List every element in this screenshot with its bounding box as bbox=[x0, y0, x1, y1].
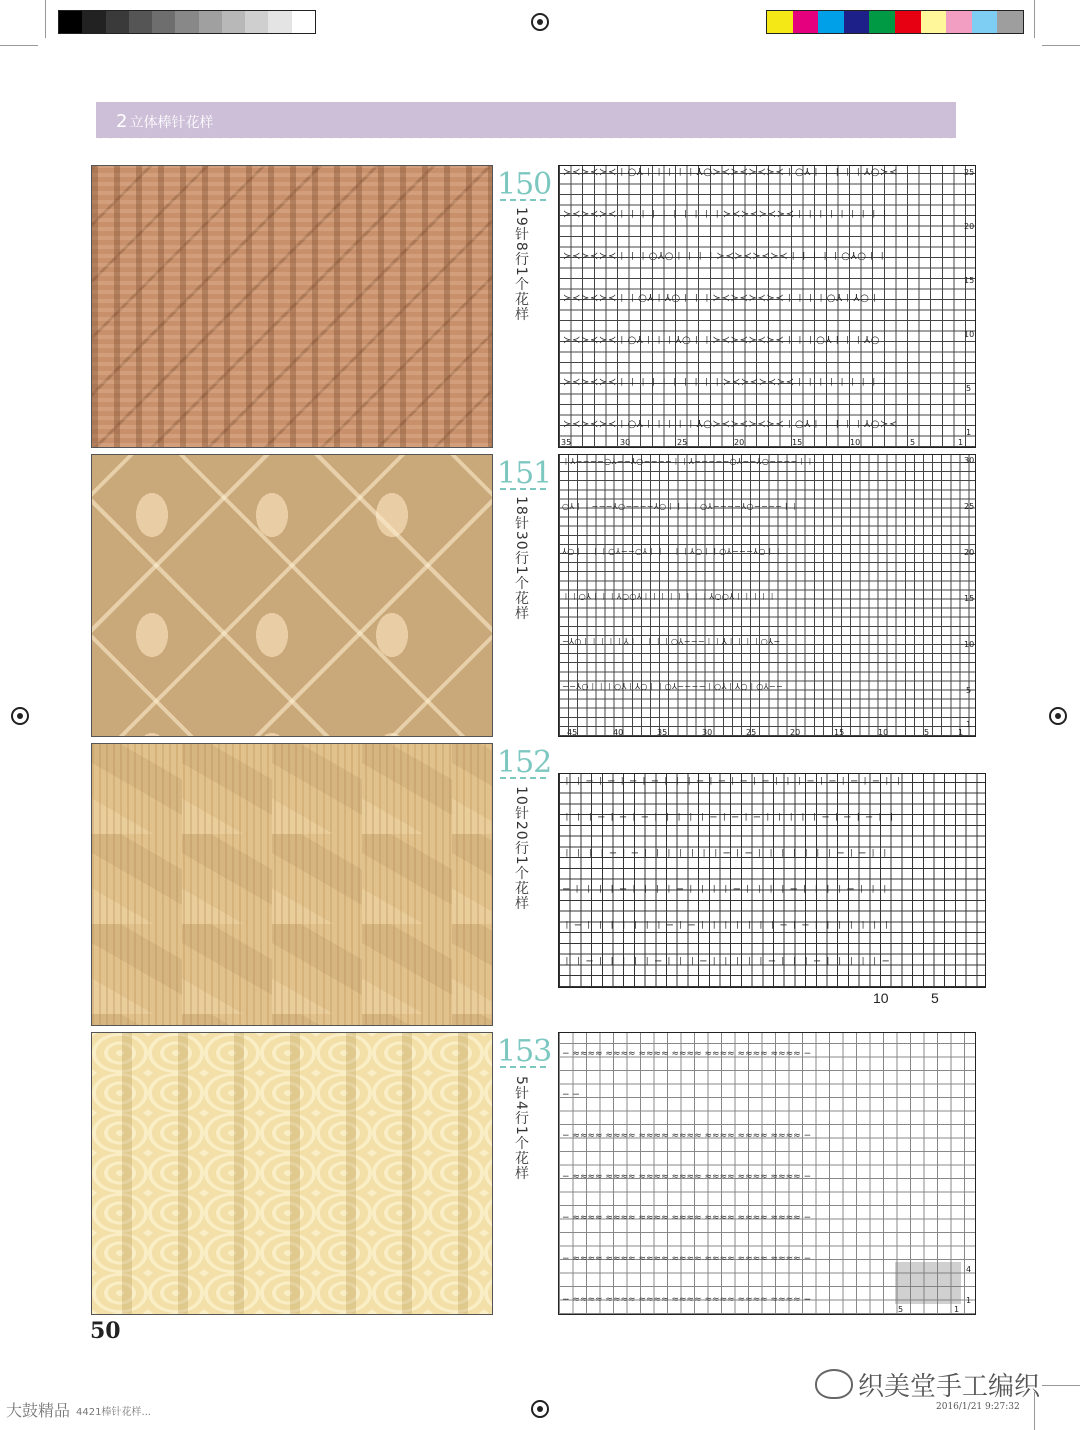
registration-mark-top-icon bbox=[531, 13, 549, 31]
color-swatch bbox=[869, 11, 895, 33]
pattern-description: 19针8行1个花样 bbox=[513, 207, 529, 322]
color-swatch bbox=[972, 11, 998, 33]
axis-label: 30 bbox=[964, 456, 975, 465]
crop-mark bbox=[0, 45, 38, 46]
page-number: 50 bbox=[90, 1318, 121, 1344]
chart-row: 丨丨丨−丨−丨−丨丨丨丨丨−丨−丨−丨丨丨丨丨−丨−丨−丨丨 bbox=[562, 813, 899, 823]
axis-label: 1 bbox=[966, 428, 972, 437]
section-header-band bbox=[96, 102, 956, 138]
header-scallop-edge bbox=[96, 134, 956, 142]
publisher-mark: 大鼓精品 bbox=[6, 1401, 71, 1420]
axis-label: 15 bbox=[964, 276, 975, 285]
chart-row: ⅄○丨丨丨丨○⅄−−○⅄丨丨丨丨丨⅄○丨丨○⅄−−−⅄○丨丨 bbox=[562, 548, 783, 556]
chart-row: 丨−丨丨丨丨丨丨丨−丨−丨丨丨丨丨丨丨−丨−丨丨丨丨丨丨丨 bbox=[562, 921, 894, 931]
axis-label: 5 bbox=[966, 384, 972, 393]
chart-row: − ≈≈≈≈ ≈≈≈≈ ≈≈≈≈ ≈≈≈≈ ≈≈≈≈ ≈≈≈≈ ≈≈≈≈ − bbox=[562, 1255, 812, 1264]
repeat-highlight bbox=[895, 1262, 961, 1304]
swatch-photo-153 bbox=[91, 1032, 493, 1315]
chart-row: 丨丨丨丨−丨−丨丨丨丨丨丨丨−丨−丨丨丨丨丨丨丨−丨−丨丨 bbox=[562, 849, 892, 859]
crop-mark bbox=[1042, 45, 1080, 46]
watermark-text: 织美堂手工编织 bbox=[858, 1372, 1041, 1402]
chart-row: − ≈≈≈≈ ≈≈≈≈ ≈≈≈≈ ≈≈≈≈ ≈≈≈≈ ≈≈≈≈ ≈≈≈≈ − bbox=[562, 1214, 812, 1223]
chart-row: ≻≺≻≺≻≺丨丨丨丨丨丨丨丨丨丨≻≺≻≺≻≺≻≺丨丨丨丨丨丨丨丨丨 bbox=[563, 378, 891, 388]
chart-151 bbox=[558, 454, 976, 737]
color-swatch bbox=[175, 11, 198, 33]
pattern-number: 153 bbox=[497, 1034, 552, 1069]
registration-mark-bottom-icon bbox=[531, 1400, 549, 1418]
pattern-description: 10针20行1个花样 bbox=[513, 786, 529, 911]
print-timestamp: 2016/1/21 9:27:32 bbox=[936, 1402, 1020, 1412]
swatch-photo-150 bbox=[91, 165, 493, 448]
section-number: 2 bbox=[116, 111, 128, 132]
color-swatch bbox=[152, 11, 175, 33]
chart-row: ○⅄丨丨−−−⅄○−−−−⅄○丨丨丨丨○⅄−−−−⅄○−−−−丨丨 bbox=[562, 503, 800, 511]
axis-label: 15 bbox=[834, 728, 845, 737]
axis-label: 20 bbox=[964, 548, 975, 557]
color-swatch bbox=[946, 11, 972, 33]
pattern-number: 152 bbox=[497, 745, 552, 780]
axis-label: 10 bbox=[964, 330, 975, 339]
axis-label: 10 bbox=[964, 640, 975, 649]
color-swatch bbox=[82, 11, 105, 33]
axis-label: 5 bbox=[898, 1305, 904, 1314]
color-swatch bbox=[767, 11, 793, 33]
registration-mark-right-icon bbox=[1049, 707, 1067, 725]
chart-row: ≻≺≻≺≻≺丨丨丨丨丨丨丨丨丨丨≻≺≻≺≻≺≻≺丨丨丨丨丨丨丨丨丨 bbox=[563, 210, 891, 220]
chart-row: ≻≺≻≺≻≺丨丨○⅄丨⅄○丨丨丨≻≺≻≺≻≺≻≺丨丨丨丨○⅄丨⅄○丨 bbox=[563, 294, 881, 304]
axis-label: 1 bbox=[954, 1305, 960, 1314]
chart-152 bbox=[558, 773, 986, 988]
chart-row: 丨丨○⅄丨丨丨⅄○○⅄丨丨丨丨丨丨丨丨⅄○○⅄丨丨丨丨丨 bbox=[562, 593, 777, 601]
axis-label: 5 bbox=[931, 990, 939, 1006]
color-swatch bbox=[222, 11, 245, 33]
chart-row: − ≈≈≈≈ ≈≈≈≈ ≈≈≈≈ ≈≈≈≈ ≈≈≈≈ ≈≈≈≈ ≈≈≈≈ − bbox=[562, 1173, 812, 1182]
axis-label: 25 bbox=[746, 728, 757, 737]
section-header bbox=[116, 111, 213, 132]
pattern-number-underline bbox=[500, 777, 546, 779]
color-swatch bbox=[844, 11, 870, 33]
crop-mark bbox=[1042, 1385, 1080, 1386]
color-swatch bbox=[245, 11, 268, 33]
chart-row: ≻≺≻≺≻≺丨○⅄丨丨丨⅄○丨丨≻≺≻≺≻≺≻≺丨丨丨○⅄丨丨丨⅄○ bbox=[563, 336, 881, 346]
axis-label: 35 bbox=[657, 728, 668, 737]
color-swatch bbox=[921, 11, 947, 33]
chart-row: ≻≺≻≺≻≺丨○⅄丨丨丨丨丨⅄○≻≺≻≺≻≺≻≺丨○⅄丨丨丨丨丨⅄○≻≺ bbox=[563, 168, 898, 178]
crop-mark bbox=[1034, 0, 1035, 38]
chart-row: 丨⅄−−−−○⅄−−⅄○−−−−丨丨⅄−−−−−○⅄−−⅄○−−−−丨丨 bbox=[562, 458, 815, 466]
color-swatch bbox=[997, 11, 1023, 33]
wechat-icon bbox=[815, 1369, 853, 1399]
axis-label: 10 bbox=[850, 438, 861, 447]
axis-label: 1 bbox=[958, 728, 964, 737]
axis-label: 1 bbox=[966, 1296, 972, 1305]
pattern-description: 18针30行1个花样 bbox=[513, 496, 529, 621]
axis-label: 1 bbox=[966, 720, 972, 729]
chart-row: − − bbox=[562, 1091, 580, 1100]
axis-label: 25 bbox=[964, 168, 975, 177]
chart-row: ≻≺≻≺≻≺丨○⅄丨丨丨丨丨⅄○≻≺≻≺≻≺≻≺丨○⅄丨丨丨丨丨⅄○≻≺ bbox=[563, 420, 898, 430]
chart-row: 丨丨−丨丨丨丨丨−丨丨丨−丨丨丨丨丨−丨丨丨−丨丨丨丨丨− bbox=[562, 957, 892, 967]
color-swatch bbox=[129, 11, 152, 33]
axis-label: 20 bbox=[734, 438, 745, 447]
axis-label: 10 bbox=[873, 990, 889, 1006]
axis-label: 15 bbox=[964, 594, 975, 603]
color-swatch bbox=[895, 11, 921, 33]
axis-label: 5 bbox=[910, 438, 916, 447]
chart-row: −丨丨丨丨−丨丨丨丨−丨丨丨丨−丨丨丨丨−丨丨丨丨−丨丨丨 bbox=[562, 885, 892, 895]
color-swatch bbox=[818, 11, 844, 33]
pattern-description: 5针4行1个花样 bbox=[513, 1076, 529, 1181]
chart-row: −⅄○丨丨丨丨丨⅄丨丨丨丨丨○⅄−−−丨丨⅄丨丨丨丨○⅄− bbox=[562, 638, 781, 646]
color-bar bbox=[766, 10, 1024, 34]
chart-row: −−⅄○丨丨丨○⅄丨⅄○丨丨○⅄−−−−丨○⅄丨⅄○丨○⅄−− bbox=[562, 683, 784, 691]
swatch-photo-152 bbox=[91, 743, 493, 1026]
axis-label: 4 bbox=[966, 1265, 972, 1274]
pattern-number-underline bbox=[500, 1066, 546, 1068]
axis-label: 5 bbox=[924, 728, 930, 737]
footer-subtext: 4421棒针花样... bbox=[76, 1407, 151, 1418]
pattern-number: 150 bbox=[497, 167, 552, 202]
axis-label: 25 bbox=[964, 502, 975, 511]
pattern-number-underline bbox=[500, 199, 546, 201]
chart-row: − ≈≈≈≈ ≈≈≈≈ ≈≈≈≈ ≈≈≈≈ ≈≈≈≈ ≈≈≈≈ ≈≈≈≈ − bbox=[562, 1132, 812, 1141]
axis-label: 10 bbox=[878, 728, 889, 737]
color-swatch bbox=[268, 11, 291, 33]
swatch-photo-151 bbox=[91, 454, 493, 737]
section-title: 立体棒针花样 bbox=[129, 115, 214, 131]
crop-mark bbox=[45, 0, 46, 38]
color-swatch bbox=[793, 11, 819, 33]
axis-label: 30 bbox=[620, 438, 631, 447]
axis-label: 1 bbox=[958, 438, 964, 447]
axis-label: 20 bbox=[790, 728, 801, 737]
axis-label: 15 bbox=[792, 438, 803, 447]
chart-row: ≻≺≻≺≻≺丨丨丨○⅄○丨丨丨丨≻≺≻≺≻≺≻≺丨丨丨丨丨○⅄○丨丨 bbox=[563, 252, 888, 262]
color-swatch bbox=[292, 11, 315, 33]
axis-label: 5 bbox=[966, 686, 972, 695]
axis-label: 40 bbox=[613, 728, 624, 737]
chart-row: − ≈≈≈≈ ≈≈≈≈ ≈≈≈≈ ≈≈≈≈ ≈≈≈≈ ≈≈≈≈ ≈≈≈≈ − bbox=[562, 1050, 812, 1059]
chart-150 bbox=[558, 165, 976, 448]
pattern-number-underline bbox=[500, 488, 546, 490]
chart-row: − ≈≈≈≈ ≈≈≈≈ ≈≈≈≈ ≈≈≈≈ ≈≈≈≈ ≈≈≈≈ ≈≈≈≈ − bbox=[562, 1296, 812, 1305]
color-swatch bbox=[199, 11, 222, 33]
axis-label: 35 bbox=[561, 438, 572, 447]
axis-label: 30 bbox=[702, 728, 713, 737]
axis-label: 20 bbox=[964, 222, 975, 231]
chart-row: 丨丨−丨−丨−丨−丨丨丨−丨−丨−丨−丨丨丨−丨−丨−丨−丨丨 bbox=[562, 777, 906, 787]
color-swatch bbox=[106, 11, 129, 33]
registration-mark-left-icon bbox=[11, 707, 29, 725]
axis-label: 45 bbox=[567, 728, 578, 737]
axis-label: 25 bbox=[677, 438, 688, 447]
grayscale-bar bbox=[58, 10, 316, 34]
pattern-number: 151 bbox=[497, 456, 552, 491]
color-swatch bbox=[59, 11, 82, 33]
